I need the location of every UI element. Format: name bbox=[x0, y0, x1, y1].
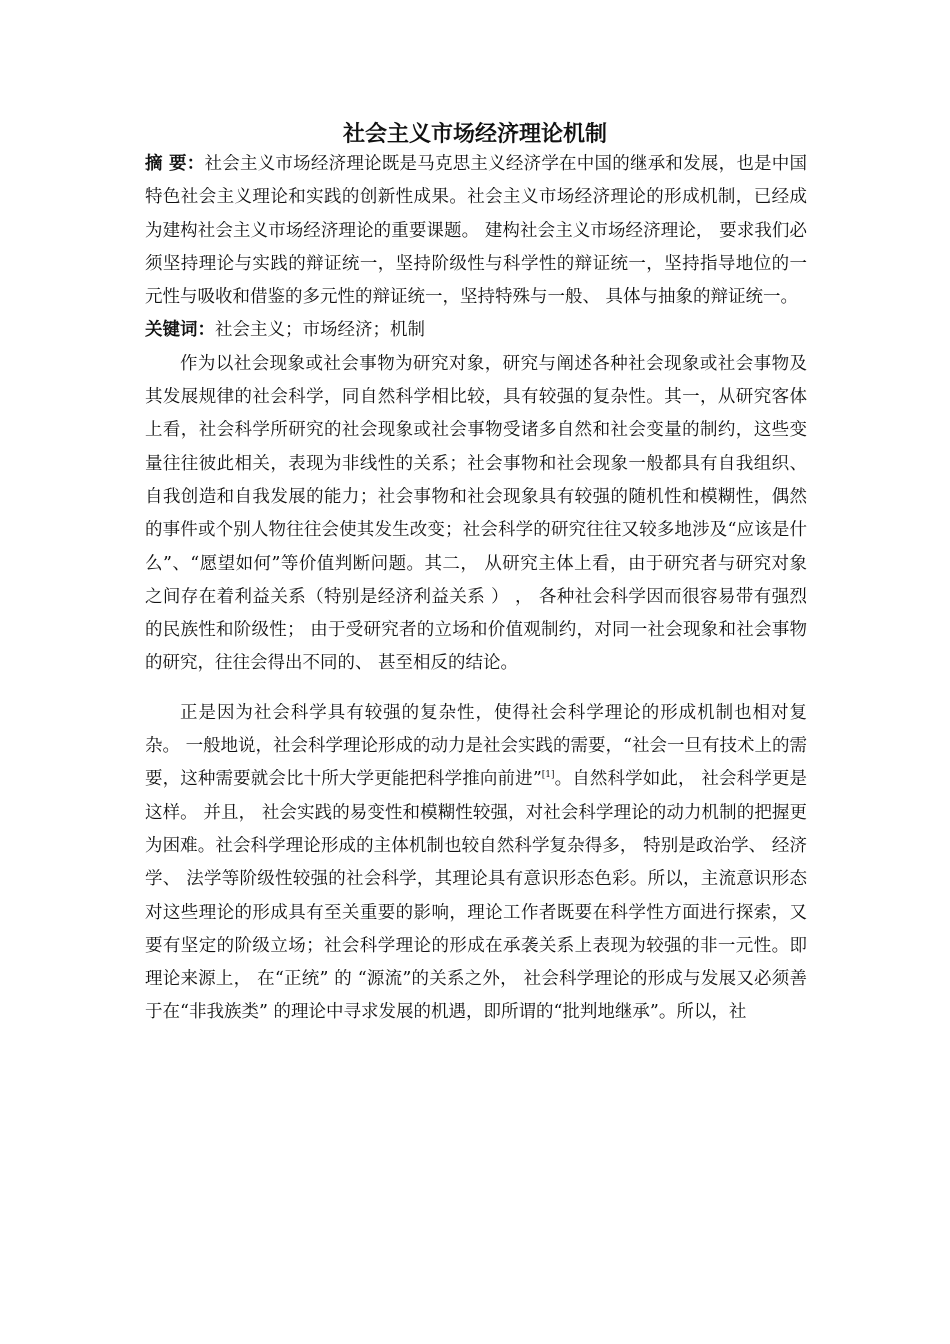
body-paragraph-2-part-2: 。自然科学如此， 社会科学更是这样。 并且， 社会实践的易变性和模糊性较强，对社会科学理论的动力机制的把握更为困难。社会科学理论形成的主体机制也较自然科学复杂得多， 特别是政治学、 经济学、 法学等阶级性较强的社会科学，其理论具有意识形态色彩。所以，主流意识形态对这些理论的形成具有至关重要的影响，理论工作者既要在科学性方面进行探索，又要有坚定的阶级立场；社会科学理论的形成在承袭关系上表现为较强的非一元性。即理论来源上， 在“正统” 的 “源流”的关系之外， 社会科学理论的形成与发展又必须善于在“非我族类” 的理论中寻求发展的机遇，即所谓的“批判地继承”。所以，社 bbox=[145, 769, 807, 1023]
paragraph-gap bbox=[145, 681, 807, 697]
document-body bbox=[145, 148, 807, 1030]
body-paragraph-2-part-1: 正是因为社会科学具有较强的复杂性，使得社会科学理论的形成机制也相对复杂。 一般地说，社会科学理论形成的动力是社会实践的需要，“社会一旦有技术上的需要，这种需要就会比十所大学更能把科学推向前进” bbox=[145, 702, 808, 790]
citation-marker: [1] bbox=[541, 770, 555, 781]
keywords-label: 关键词： bbox=[145, 320, 215, 341]
document-title: 社会主义市场经济理论机制 bbox=[342, 122, 607, 147]
body-paragraph-2 bbox=[145, 697, 807, 1030]
keywords bbox=[145, 314, 807, 347]
abstract bbox=[145, 148, 807, 314]
abstract-text: 社会主义市场经济理论既是马克思主义经济学在中国的继承和发展，也是中国特色社会主义理论和实践的创新性成果。社会主义市场经济理论的形成机制，已经成为建构社会主义市场经济理论的重要课题。 建构社会主义市场经济理论， 要求我们必须坚持理论与实践的辩证统一，坚持阶级性与科学性的辩证统一，坚持指导地位的一元性与吸收和借鉴的多元性的辩证统一，坚持特殊与一般、 具体与抽象的辩证统一。 bbox=[145, 154, 808, 308]
abstract-label: 摘 要： bbox=[145, 154, 205, 174]
keywords-text: 社会主义；市场经济；机制 bbox=[215, 320, 425, 341]
body-paragraph-1: 作为以社会现象或社会事物为研究对象，研究与阐述各种社会现象或社会事物及其发展规律的社会科学，同自然科学相比较，具有较强的复杂性。其一，从研究客体上看，社会科学所研究的社会现象或社会事物受诸多自然和社会变量的制约，这些变量往往彼此相关，表现为非线性的关系；社会事物和社会现象一般都具有自我组织、自我创造和自我发展的能力；社会事物和社会现象具有较强的随机性和模糊性，偶然的事件或个别人物往往会使其发生改变；社会科学的研究往往又较多地涉及“应该是什么”、“愿望如何”等价值判断问题。其二， 从研究主体上看，由于研究者与研究对象之间存在着利益关系（特别是经济利益关系 ） ， 各种社会科学因而很容易带有强烈的民族性和阶级性； 由于受研究者的立场和价值观制约，对同一社会现象和社会事物的研究，往往会得出不同的、 甚至相反的结论。 bbox=[145, 353, 807, 674]
